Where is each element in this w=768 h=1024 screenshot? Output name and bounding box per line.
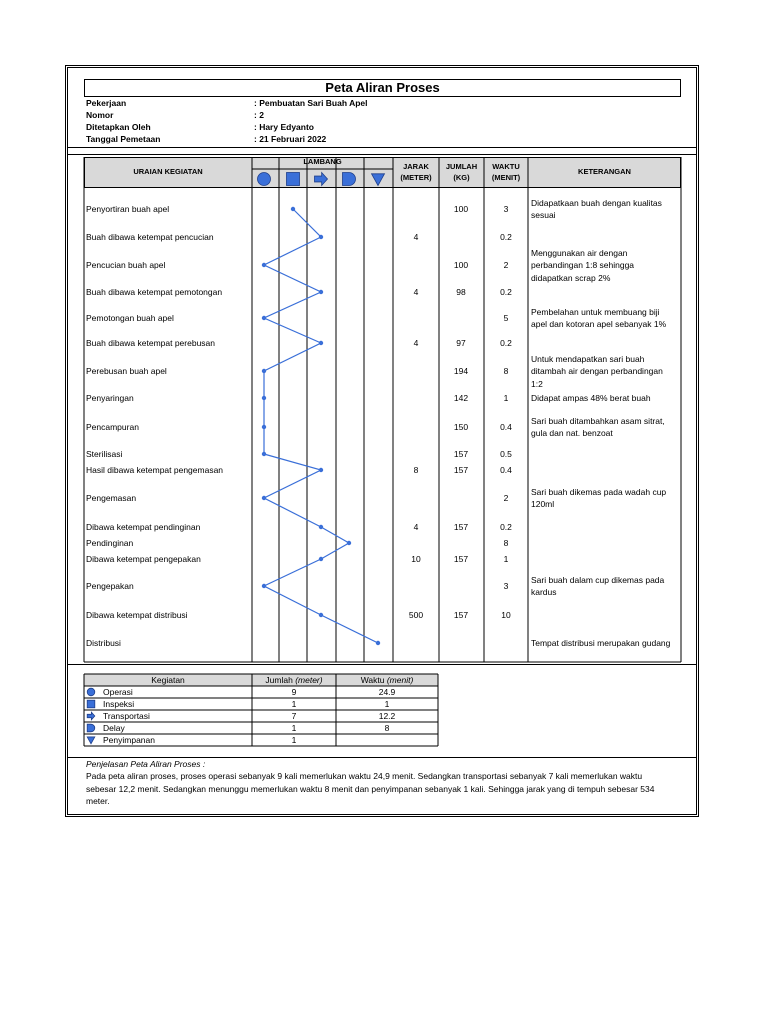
meta-label: Tanggal Pemetaan <box>86 134 161 144</box>
waktu-value: 1 <box>503 393 509 403</box>
header-keterangan: KETERANGAN <box>578 167 631 176</box>
keterangan-text: sesuai <box>531 210 556 221</box>
jumlah-value: 157 <box>453 449 469 459</box>
summary-activity-name: Delay <box>103 723 125 733</box>
jumlah-value: 157 <box>453 465 469 475</box>
activity-label: Pencucian buah apel <box>86 260 166 270</box>
jumlah-value: 194 <box>453 366 469 376</box>
keterangan-text: Pembelahan untuk membuang biji <box>531 306 660 317</box>
meta-label: Ditetapkan Oleh <box>86 122 151 132</box>
jarak-value: 4 <box>413 232 419 242</box>
waktu-value: 2 <box>503 493 509 503</box>
explanation-title: Penjelasan Peta Aliran Proses : <box>86 759 206 769</box>
keterangan-text: Sari buah dikemas pada wadah cup <box>531 486 667 497</box>
activity-label: Buah dibawa ketempat pemotongan <box>86 287 223 297</box>
keterangan-text: kardus <box>531 587 557 598</box>
summary-jumlah: 1 <box>291 699 297 709</box>
explanation-line: sebesar 12,2 menit. Sedangkan menunggu memerlukan waktu 8 menit dan penyimpanan sebanyak 1 kali. Sehingga jarak yang di tempuh sebesar 534 <box>86 783 655 794</box>
keterangan-text: Didapatkaan buah dengan kualitas <box>531 197 662 208</box>
activity-label: Penyortiran buah apel <box>86 204 170 214</box>
circle-icon <box>87 688 95 696</box>
summary-waktu: 8 <box>384 723 390 733</box>
keterangan-text: perbandingan 1:8 sehingga <box>531 260 635 270</box>
meta-value: : Hary Edyanto <box>254 122 314 132</box>
waktu-value: 3 <box>503 581 509 591</box>
jumlah-value: 100 <box>453 260 469 270</box>
keterangan-text: Menggunakan air dengan <box>531 247 628 258</box>
header-jumlah-unit: (KG) <box>453 173 470 182</box>
keterangan-text: Didapat ampas 48% berat buah <box>531 393 651 403</box>
activity-label: Penyaringan <box>86 393 134 403</box>
waktu-value: 3 <box>503 204 509 214</box>
summary-waktu: 1 <box>384 699 390 709</box>
page-title: Peta Aliran Proses <box>84 79 681 97</box>
header-jarak: JARAK <box>403 162 429 171</box>
waktu-value: 10 <box>501 610 511 620</box>
meta-value: : Pembuatan Sari Buah Apel <box>254 98 368 108</box>
jarak-value: 8 <box>413 465 419 475</box>
meta-label: Pekerjaan <box>86 98 127 108</box>
keterangan-text: Untuk mendapatkan sari buah <box>531 353 645 364</box>
jarak-value: 500 <box>408 610 424 620</box>
activity-label: Pengepakan <box>86 581 134 591</box>
keterangan-text: Sari buah dalam cup dikemas pada <box>531 574 665 585</box>
keterangan-text: Sari buah ditambahkan asam sitrat, <box>531 415 665 426</box>
jarak-value: 4 <box>413 287 419 297</box>
waktu-value: 0.2 <box>500 232 512 242</box>
activity-label: Dibawa ketempat distribusi <box>86 610 188 620</box>
activity-label: Pengemasan <box>86 493 137 503</box>
waktu-value: 0.2 <box>500 287 512 297</box>
jumlah-value: 157 <box>453 610 469 620</box>
summary-header-jumlah-label: Jumlah <box>265 675 293 685</box>
activity-label: Dibawa ketempat pengepakan <box>86 554 201 564</box>
waktu-value: 2 <box>503 260 509 270</box>
summary-activity-name: Operasi <box>103 687 133 697</box>
keterangan-text: didapatkan scrap 2% <box>531 272 611 283</box>
activity-label: Buah dibawa ketempat perebusan <box>86 338 216 348</box>
header-jumlah: JUMLAH <box>445 162 478 171</box>
activity-label: Pemotongan buah apel <box>86 313 174 323</box>
jumlah-value: 157 <box>453 522 469 532</box>
jumlah-value: 100 <box>453 204 469 214</box>
jarak-value: 4 <box>413 522 419 532</box>
activity-label: Pendinginan <box>86 538 134 548</box>
waktu-value: 0.2 <box>500 522 512 532</box>
summary-activity-name: Inspeksi <box>103 699 135 709</box>
waktu-value: 8 <box>503 366 509 376</box>
jumlah-value: 142 <box>453 393 469 403</box>
summary-header-waktu-label: Waktu <box>360 675 385 685</box>
activity-label: Dibawa ketempat pendinginan <box>86 522 201 532</box>
activity-label: Pencampuran <box>86 422 139 432</box>
arrow-icon <box>87 712 95 720</box>
keterangan-text: 120ml <box>531 499 555 510</box>
summary-jumlah: 1 <box>291 723 297 733</box>
jarak-value: 10 <box>411 554 421 564</box>
summary-header-jumlah <box>252 675 336 686</box>
waktu-value: 0.5 <box>500 449 512 459</box>
activity-label: Perebusan buah apel <box>86 366 167 376</box>
header-waktu: WAKTU <box>492 162 520 171</box>
meta-value: : 21 Februari 2022 <box>254 134 327 144</box>
activity-label: Sterilisasi <box>86 449 123 459</box>
waktu-value: 1 <box>503 554 509 564</box>
summary-activity-name: Transportasi <box>103 711 150 721</box>
header-lambang: LAMBANG <box>303 157 342 166</box>
activity-label: Hasil dibawa ketempat pengemasan <box>86 465 224 475</box>
jumlah-value: 150 <box>453 422 469 432</box>
waktu-value: 8 <box>503 538 509 548</box>
jumlah-value: 157 <box>453 554 469 564</box>
square-icon <box>87 700 95 708</box>
summary-header-kegiatan: Kegiatan <box>151 675 185 685</box>
keterangan-text: gula dan nat. benzoat <box>531 428 613 439</box>
summary-activity-name: Penyimpanan <box>103 735 155 745</box>
summary-header-waktu <box>336 675 438 686</box>
explanation-line: Pada peta aliran proses, proses operasi sebanyak 9 kali memerlukan waktu 24,9 menit. Sedangkan transportasi sebanyak 7 kali memerlukan waktu <box>86 771 643 781</box>
meta-label: Nomor <box>86 110 114 120</box>
summary-waktu: 12.2 <box>378 711 396 721</box>
summary-header-jumlah-unit: (meter) <box>295 675 323 685</box>
jumlah-value: 97 <box>456 338 466 348</box>
waktu-value: 0.2 <box>500 338 512 348</box>
keterangan-text: apel dan kotoran apel sebanyak 1% <box>531 319 667 330</box>
summary-header-waktu-unit: (menit) <box>386 675 414 685</box>
activity-label: Buah dibawa ketempat pencucian <box>86 232 214 242</box>
summary-jumlah: 1 <box>291 735 297 745</box>
keterangan-text: Tempat distribusi merupakan gudang <box>531 638 671 648</box>
waktu-value: 0.4 <box>500 465 512 475</box>
keterangan-text: 1:2 <box>531 378 543 389</box>
waktu-value: 0.4 <box>500 422 512 432</box>
meta-value: : 2 <box>254 110 264 120</box>
explanation-line: meter. <box>86 796 110 806</box>
activity-label: Distribusi <box>86 638 121 648</box>
header-uraian: URAIAN KEGIATAN <box>133 167 203 176</box>
keterangan-text: ditambah air dengan perbandingan <box>531 366 663 376</box>
summary-waktu: 24.9 <box>378 687 396 697</box>
jarak-value: 4 <box>413 338 419 348</box>
triangle-icon <box>87 737 95 744</box>
header-waktu-unit: (MENIT) <box>491 173 521 182</box>
header-jarak-unit: (METER) <box>400 173 432 182</box>
jumlah-value: 98 <box>456 287 466 297</box>
delay-icon <box>87 724 95 732</box>
waktu-value: 5 <box>503 313 509 323</box>
summary-jumlah: 7 <box>291 711 297 721</box>
summary-jumlah: 9 <box>291 687 297 697</box>
